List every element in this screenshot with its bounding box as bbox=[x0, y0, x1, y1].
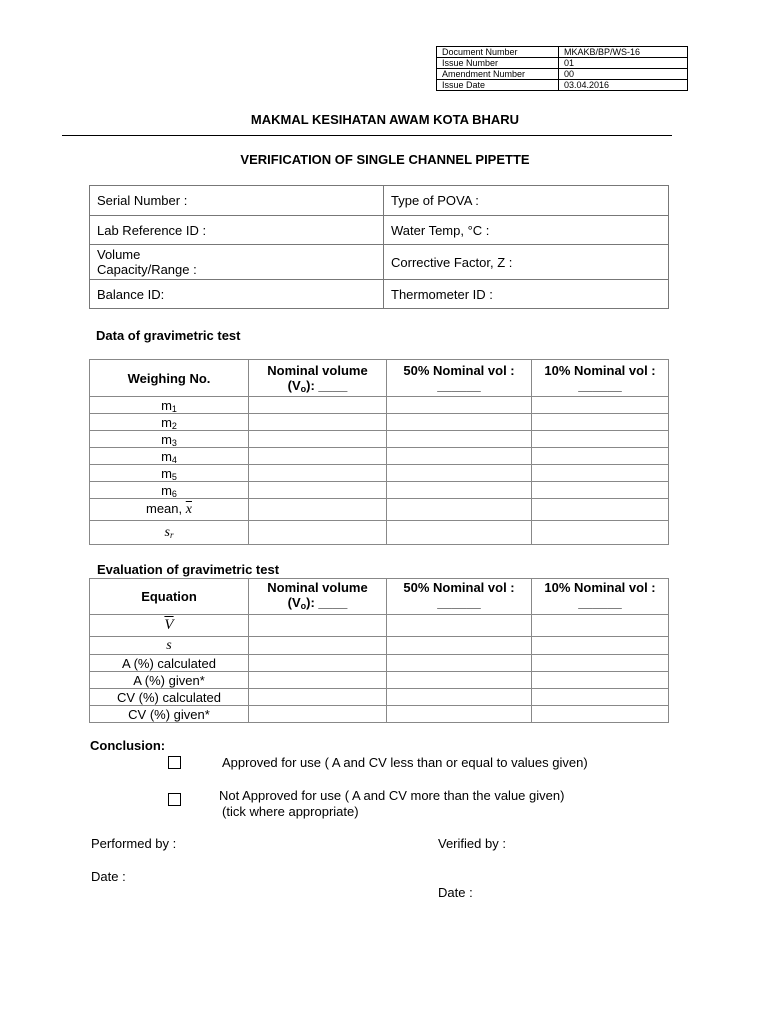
nominal-v-text: (V bbox=[287, 595, 301, 610]
volume-label-line1: Volume bbox=[97, 247, 141, 262]
data-cell[interactable] bbox=[532, 414, 669, 431]
ten-percent-line1: 10% Nominal vol : bbox=[544, 580, 656, 595]
tick-note: (tick where appropriate) bbox=[222, 804, 359, 819]
table-row bbox=[90, 655, 669, 672]
approved-checkbox[interactable] bbox=[168, 756, 181, 769]
gravimetric-section-title: Data of gravimetric test bbox=[96, 328, 241, 343]
data-cell[interactable] bbox=[532, 706, 669, 723]
data-cell[interactable] bbox=[532, 397, 669, 414]
nominal-v-blank: ): ____ bbox=[306, 378, 348, 393]
water-temp-field[interactable]: Water Temp, °C : bbox=[384, 216, 669, 245]
weighing-label: $m_3$ bbox=[90, 431, 249, 448]
verified-by-label: Verified by : bbox=[438, 836, 506, 851]
amendment-number-value: 00 bbox=[559, 69, 688, 80]
lab-reference-field[interactable]: Lab Reference ID : bbox=[90, 216, 384, 245]
data-cell[interactable] bbox=[387, 482, 532, 499]
data-cell[interactable] bbox=[249, 482, 387, 499]
weighing-label: $m_6$ bbox=[90, 482, 249, 499]
pova-type-field[interactable]: Type of POVA : bbox=[384, 186, 669, 216]
data-cell[interactable] bbox=[532, 499, 669, 521]
data-cell[interactable] bbox=[532, 482, 669, 499]
table-row bbox=[90, 521, 669, 545]
form-title: VERIFICATION OF SINGLE CHANNEL PIPETTE bbox=[240, 152, 530, 167]
amendment-number-key: Amendment Number bbox=[437, 69, 559, 80]
data-cell[interactable] bbox=[532, 672, 669, 689]
date-left-label: Date : bbox=[91, 869, 126, 884]
gravimetric-data-table bbox=[89, 359, 669, 545]
data-cell[interactable] bbox=[532, 521, 669, 545]
doc-control-row bbox=[437, 47, 688, 58]
data-cell[interactable] bbox=[249, 655, 387, 672]
data-cell[interactable] bbox=[532, 655, 669, 672]
not-approved-text: Not Approved for use ( A and CV more than the value given) bbox=[219, 788, 565, 803]
approved-text: Approved for use ( A and CV less than or equal to values given) bbox=[222, 755, 588, 770]
doc-control-row bbox=[437, 69, 688, 80]
data-cell[interactable] bbox=[249, 689, 387, 706]
data-cell[interactable] bbox=[249, 521, 387, 545]
equation-header: Equation bbox=[90, 579, 249, 615]
table-row bbox=[90, 397, 669, 414]
document-control-table bbox=[436, 46, 688, 91]
data-cell[interactable] bbox=[532, 431, 669, 448]
table-row bbox=[90, 482, 669, 499]
fifty-percent-line1: 50% Nominal vol : bbox=[403, 363, 515, 378]
data-cell[interactable] bbox=[532, 465, 669, 482]
nominal-volume-line1: Nominal volume bbox=[267, 363, 368, 378]
nominal-v-sub: o bbox=[300, 601, 307, 611]
s-label: s bbox=[90, 637, 249, 655]
table-row bbox=[90, 689, 669, 706]
data-cell[interactable] bbox=[387, 672, 532, 689]
data-cell[interactable] bbox=[387, 465, 532, 482]
data-cell[interactable] bbox=[387, 448, 532, 465]
cv-given-label: CV (%) given* bbox=[90, 706, 249, 723]
data-cell[interactable] bbox=[387, 521, 532, 545]
weighing-label: $m_4$ bbox=[90, 448, 249, 465]
nominal-v-sub: o bbox=[300, 384, 307, 394]
doc-control-row bbox=[437, 80, 688, 91]
volume-label-line2: Capacity/Range : bbox=[97, 262, 197, 277]
nominal-v-blank: ): ____ bbox=[306, 595, 348, 610]
data-cell[interactable] bbox=[249, 414, 387, 431]
evaluation-section-title: Evaluation of gravimetric test bbox=[97, 562, 280, 577]
ten-percent-blank: ______ bbox=[578, 595, 622, 610]
table-row bbox=[90, 615, 669, 637]
data-cell[interactable] bbox=[532, 448, 669, 465]
mean-label: mean, $\overline{x}$ bbox=[90, 499, 249, 521]
doc-number-key: Document Number bbox=[437, 47, 559, 58]
a-calculated-label: A (%) calculated bbox=[90, 655, 249, 672]
evaluation-table bbox=[89, 578, 669, 723]
table-row bbox=[90, 672, 669, 689]
ten-percent-header bbox=[532, 360, 669, 397]
table-row bbox=[90, 431, 669, 448]
nominal-v-text: (V bbox=[287, 378, 301, 393]
doc-number-value: MKAKB/BP/WS-16 bbox=[559, 47, 688, 58]
data-cell[interactable] bbox=[249, 397, 387, 414]
header-divider bbox=[62, 135, 672, 136]
doc-control-row bbox=[437, 58, 688, 69]
data-cell[interactable] bbox=[532, 615, 669, 637]
weighing-label: $m_2$ bbox=[90, 414, 249, 431]
fifty-percent-header bbox=[387, 579, 532, 615]
table-row bbox=[90, 499, 669, 521]
issue-date-value: 03.04.2016 bbox=[559, 80, 688, 91]
table-row bbox=[90, 706, 669, 723]
data-cell[interactable] bbox=[249, 465, 387, 482]
data-cell[interactable] bbox=[387, 414, 532, 431]
data-cell[interactable] bbox=[387, 655, 532, 672]
data-cell[interactable] bbox=[249, 672, 387, 689]
organization-title: MAKMAL KESIHATAN AWAM KOTA BHARU bbox=[250, 112, 520, 127]
weighing-no-header: Weighing No. bbox=[90, 360, 249, 397]
ten-percent-blank: ______ bbox=[578, 378, 622, 393]
cv-calculated-label: CV (%) calculated bbox=[90, 689, 249, 706]
not-approved-checkbox[interactable] bbox=[168, 793, 181, 806]
issue-number-key: Issue Number bbox=[437, 58, 559, 69]
data-cell[interactable] bbox=[249, 448, 387, 465]
ten-percent-line1: 10% Nominal vol : bbox=[544, 363, 656, 378]
nominal-volume-header bbox=[249, 360, 387, 397]
data-cell[interactable] bbox=[387, 706, 532, 723]
fifty-percent-header bbox=[387, 360, 532, 397]
data-cell[interactable] bbox=[249, 637, 387, 655]
data-cell[interactable] bbox=[387, 615, 532, 637]
a-given-label: A (%) given* bbox=[90, 672, 249, 689]
weighing-label: $m_5$ bbox=[90, 465, 249, 482]
x-bar-symbol: $\overline{x}$ bbox=[185, 502, 192, 517]
pipette-info-table bbox=[89, 185, 669, 309]
table-row bbox=[90, 465, 669, 482]
data-cell[interactable] bbox=[249, 615, 387, 637]
table-row bbox=[90, 637, 669, 655]
weighing-label: $m_1$ bbox=[90, 397, 249, 414]
serial-number-field[interactable]: Serial Number : bbox=[90, 186, 384, 216]
thermometer-id-field[interactable]: Thermometer ID : bbox=[384, 280, 669, 309]
data-cell[interactable] bbox=[249, 706, 387, 723]
fifty-percent-blank: ______ bbox=[437, 378, 481, 393]
nominal-volume-line1: Nominal volume bbox=[267, 580, 368, 595]
data-cell[interactable] bbox=[387, 397, 532, 414]
sr-label: $s_r$ bbox=[90, 521, 249, 545]
data-cell[interactable] bbox=[249, 431, 387, 448]
data-cell[interactable] bbox=[387, 431, 532, 448]
date-right-label: Date : bbox=[438, 885, 473, 900]
data-cell[interactable] bbox=[532, 637, 669, 655]
issue-number-value: 01 bbox=[559, 58, 688, 69]
balance-id-field[interactable]: Balance ID: bbox=[90, 280, 384, 309]
table-row bbox=[90, 414, 669, 431]
data-cell[interactable] bbox=[387, 689, 532, 706]
nominal-volume-header bbox=[249, 579, 387, 615]
performed-by-label: Performed by : bbox=[91, 836, 177, 851]
data-cell[interactable] bbox=[387, 499, 532, 521]
fifty-percent-line1: 50% Nominal vol : bbox=[403, 580, 515, 595]
conclusion-label: Conclusion: bbox=[90, 738, 166, 753]
v-bar-label: $\overline{V}$ bbox=[90, 615, 249, 637]
volume-capacity-field[interactable] bbox=[90, 245, 384, 280]
issue-date-key: Issue Date bbox=[437, 80, 559, 91]
table-row bbox=[90, 448, 669, 465]
data-cell[interactable] bbox=[532, 689, 669, 706]
fifty-percent-blank: ______ bbox=[437, 595, 481, 610]
data-cell[interactable] bbox=[249, 499, 387, 521]
data-cell[interactable] bbox=[387, 637, 532, 655]
ten-percent-header bbox=[532, 579, 669, 615]
corrective-factor-field[interactable]: Corrective Factor, Z : bbox=[384, 245, 669, 280]
